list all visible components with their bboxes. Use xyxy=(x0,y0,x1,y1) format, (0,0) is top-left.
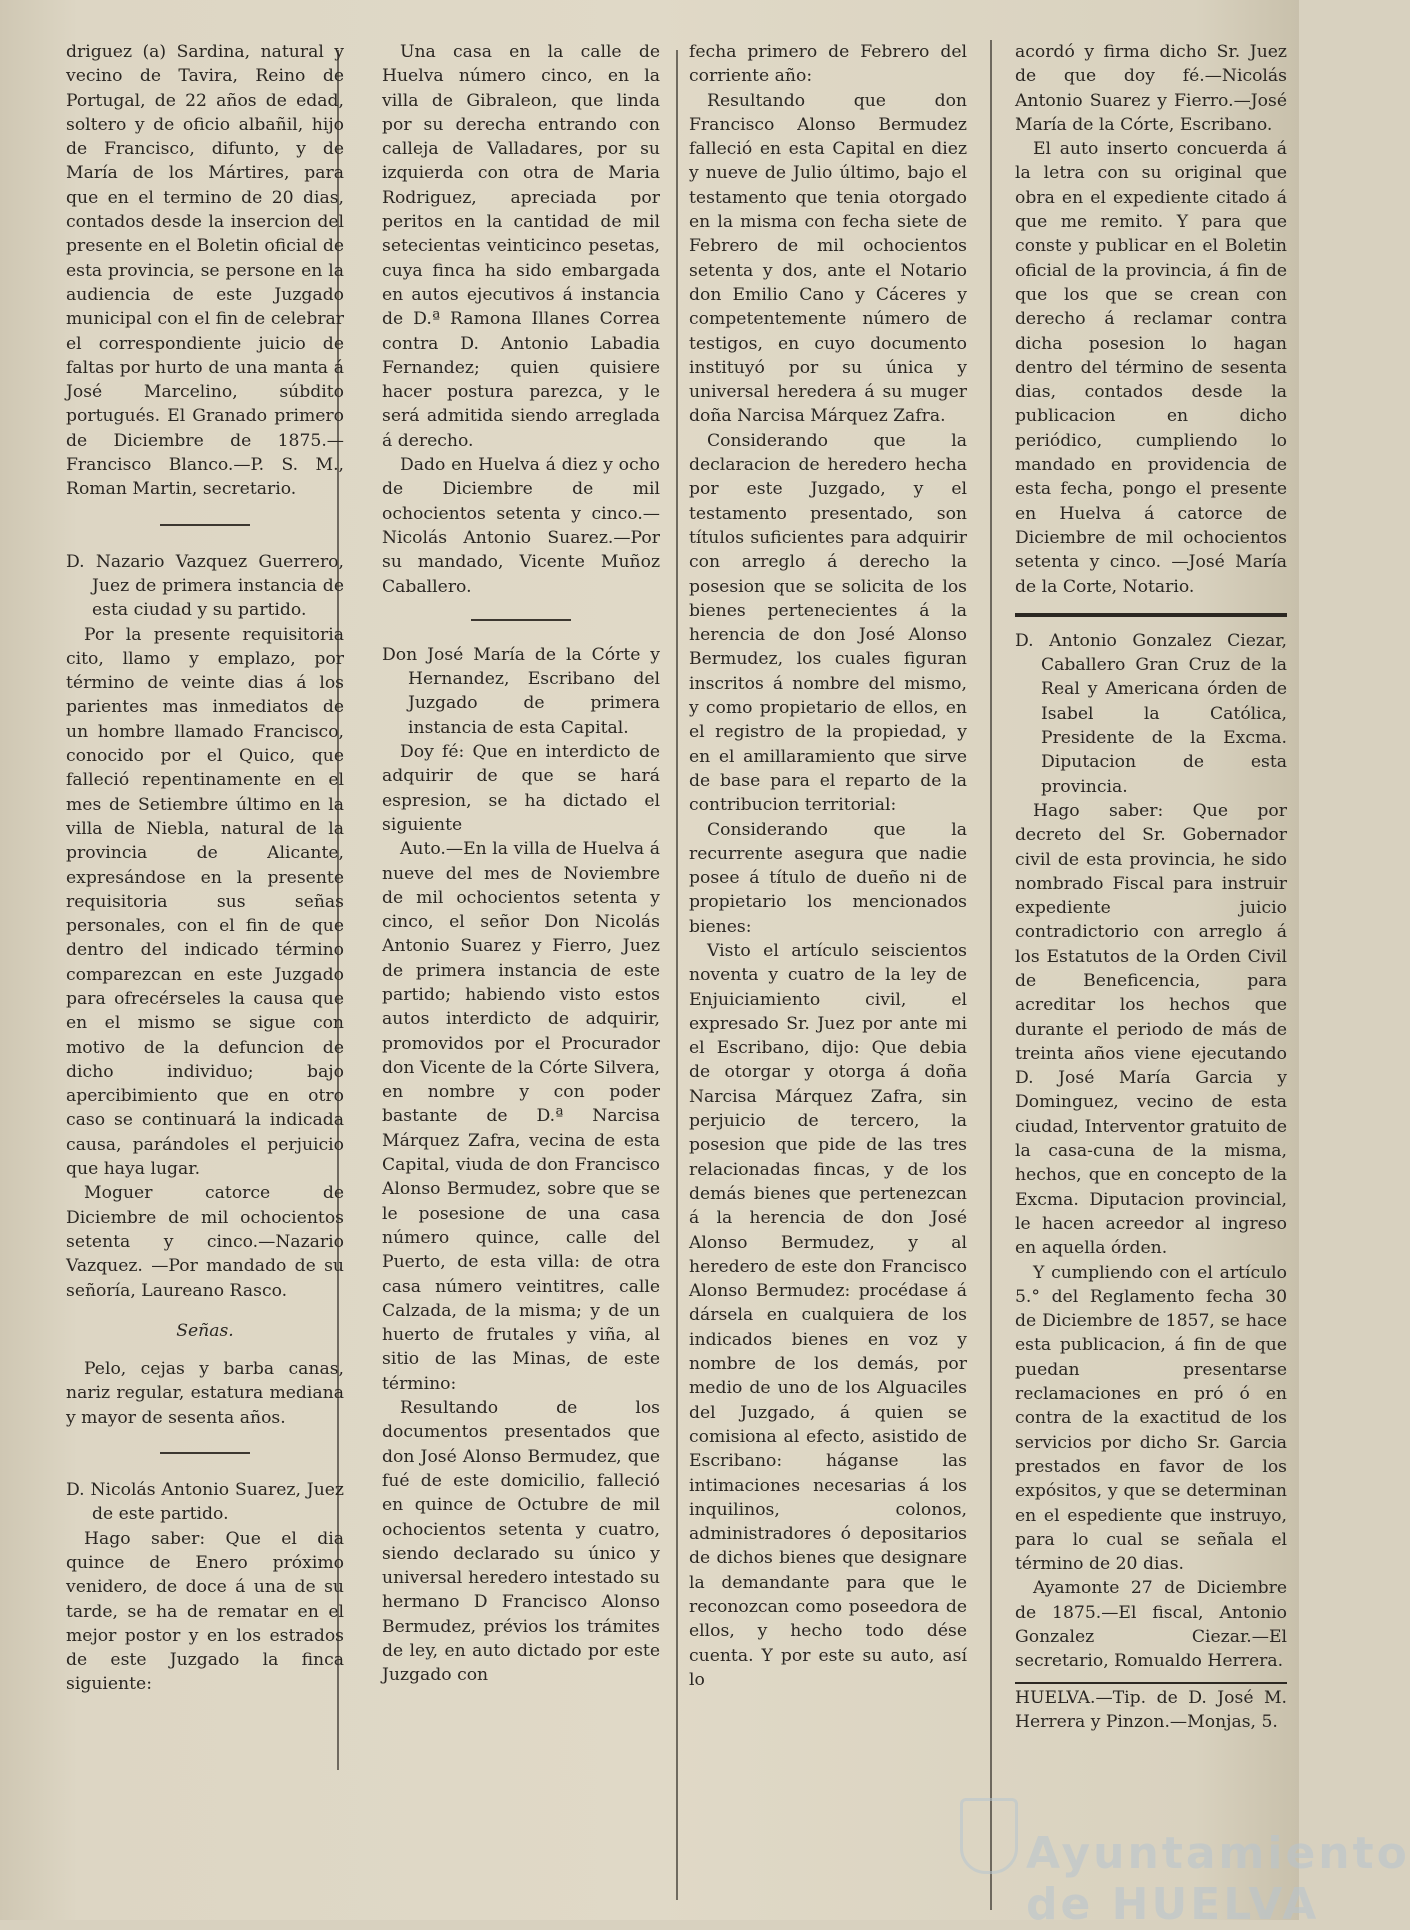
paragraph: Dado en Huelva á diez y ocho de Diciembre de mil ochocientos setenta y cinco.—Nicolás Antonio Suarez.—Por su mandado, Vicente Muñoz Caballero. xyxy=(382,455,660,597)
paragraph: Considerando que la declaracion de heredero hecha por este Juzgado, y el testamento presentado, son títulos suficientes para adquirir con arreglo á derecho la posesion que se solicita de los bienes pertenecientes á la herencia de don José Alonso Bermudez, los cuales figuran inscritos á nombre del mismo, y como propietario de ellos, en el registro de la propiedad, y en el amillaramiento que sirve de base para el reparto de la contribucion territorial: xyxy=(689,430,967,816)
column-4 xyxy=(1015,40,1287,1734)
edict-heading: Don José María de la Córte y Hernandez, Escribano del Juzgado de primera instancia de esta Capital. xyxy=(382,644,660,738)
paragraph: acordó y firma dicho Sr. Juez de que doy fé.—Nicolás Antonio Suarez y Fierro.—José María de la Córte, Escribano. xyxy=(1015,42,1287,135)
paragraph: El auto inserto concuerda á la letra con su original que obra en el expediente citado á que me remito. Y para que conste y publicar en el Boletin oficial de la provincia, á fin de que los que se crean con derecho á reclamar contra dicha posesion lo hagan dentro del término de sesenta dias, contados desde la publicacion en dicho periódico, cumpliendo lo mandado en providencia de esta fecha, pongo el presente en Huelva á catorce de Diciembre de mil ochocientos setenta y cinco. —José María de la Corte, Notario. xyxy=(1015,139,1287,597)
separator xyxy=(471,619,571,621)
paragraph: Doy fé: Que en interdicto de adquirir de que se hará espresion, se ha dictado el siguiente xyxy=(382,742,660,835)
paragraph: Considerando que la recurrente asegura que nadie posee á título de dueño ni de propietario los mencionados bienes: xyxy=(689,819,967,937)
printer-imprint: HUELVA.—Tip. de D. José M. Herrera y Pinzon.—Monjas, 5. xyxy=(1015,1682,1287,1735)
archive-watermark xyxy=(960,1790,1410,1930)
paragraph: Auto.—En la villa de Huelva á nueve del mes de Noviembre de mil ochocientos setenta y cinco, el señor Don Nicolás Antonio Suarez y Fierro, Juez de primera instancia de este partido; habiendo visto estos autos interdicto de adquirir, promovidos por el Procurador don Vicente de la Córte Silvera, en nombre y con poder bastante de D.ª Narcisa Márquez Zafra, vecina de esta Capital, viuda de don Francisco Alonso Bermudez, sobre que se le posesione de una casa número quince, calle del Puerto, de esta villa: de otra casa número veintitres, calle Calzada, de la misma; y de un huerto de frutales y viña, al sitio de las Minas, de este término: xyxy=(382,839,660,1394)
column-3 xyxy=(689,40,967,1692)
column-rule xyxy=(676,50,678,1900)
paragraph: Y cumpliendo con el artículo 5.° del Reglamento fecha 30 de Diciembre de 1857, se hace esta publicacion, á fin de que puedan presentarse reclamaciones en pró ó en contra de la exactitud de los servicios por dicho Sr. Garcia prestados en favor de los expósitos, y que se determinan en el espediente que instruyo, para lo cual se señala el término de 20 dias. xyxy=(1015,1262,1287,1575)
column-rule xyxy=(990,40,992,1910)
paragraph: Por la presente requisitoria cito, llamo y emplazo, por término de veinte dias á los parientes mas inmediatos de un hombre llamado Francisco, conocido por el Quico, que falleció repentinamente en el mes de Setiembre último en la villa de Niebla, natural de la provincia de Alicante, expresándose en la presente requisitoria sus señas personales, con el fin de que dentro del indicado término comparezcan en este Juzgado para ofrecérseles la causa que en el mismo se sigue con motivo de la defuncion de dicho individuo; bajo apercibimiento que en otro caso se continuará la indicada causa, parándoles el perjuicio que haya lugar. xyxy=(66,624,344,1180)
paragraph: Pelo, cejas y barba canas, nariz regular, estatura mediana y mayor de sesenta años. xyxy=(66,1359,344,1428)
paragraph: Resultando de los documentos presentados que don José Alonso Bermudez, que fué de este domicilio, falleció en quince de Octubre de mil ochocientos setenta y cuatro, siendo declarado su único y universal heredero intestado su hermano D Francisco Alonso Bermudez, prévios los trámites de ley, en auto dictado por este Juzgado con xyxy=(382,1398,660,1686)
column-2 xyxy=(382,40,660,1688)
edict-heading: D. Antonio Gonzalez Ciezar, Caballero Gran Cruz de la Real y Americana órden de Isabel la Católica, Presidente de la Excma. Diputacion de esta provincia. xyxy=(1015,630,1287,797)
separator xyxy=(160,1452,250,1454)
edict-heading: D. Nazario Vazquez Guerrero, Juez de primera instancia de esta ciudad y su partido. xyxy=(66,551,344,621)
paragraph: Ayamonte 27 de Diciembre de 1875.—El fiscal, Antonio Gonzalez Ciezar.—El secretario, Romualdo Herrera. xyxy=(1015,1578,1287,1672)
edict-heading: D. Nicolás Antonio Suarez, Juez de este partido. xyxy=(66,1480,344,1525)
coat-of-arms-icon xyxy=(960,1798,1018,1874)
watermark-text: Ayuntamiento de HUELVA xyxy=(1026,1828,1410,1930)
separator xyxy=(160,524,250,526)
paragraph: Hago saber: Que por decreto del Sr. Gobernador civil de esta provincia, he sido nombrado Fiscal para instruir expediente juicio contradictorio con arreglo á los Estatutos de la Orden Civil de Beneficencia, para acreditar los hechos que durante el periodo de más de treinta años viene ejecutando D. José María Garcia y Dominguez, vecino de esta ciudad, Interventor gratuito de la casa-cuna de la misma, hechos, que en concepto de la Excma. Diputacion provincial, le hacen acreedor al ingreso en aquella órden. xyxy=(1015,800,1287,1259)
paragraph: driguez (a) Sardina, natural y vecino de Tavira, Reino de Portugal, de 22 años de edad, soltero y de oficio albañil, hijo de Francisco, difunto, y de María de los Mártires, para que en el termino de 20 dias, contados desde la insercion del presente en el Boletin oficial de esta provincia, se persone en la audiencia de este Juzgado municipal con el fin de celebrar el correspondiente juicio de faltas por hurto de una manta á José Marcelino, súbdito portugués. El Granado primero de Diciembre de 1875.—Francisco Blanco.—P. S. M., Roman Martin, secretario. xyxy=(66,42,344,500)
thick-rule xyxy=(1015,613,1287,617)
paragraph: Hago saber: Que el dia quince de Enero próximo venidero, de doce á una de su tarde, se ha de rematar en el mejor postor y en los estrados de este Juzgado la finca siguiente: xyxy=(66,1528,344,1695)
paragraph: Visto el artículo seiscientos noventa y cuatro de la ley de Enjuiciamiento civil, el expresado Sr. Juez por ante mi el Escribano, dijo: Que debia de otorgar y otorga á doña Narcisa Márquez Zafra, sin perjuicio de tercero, la posesion que pide de las tres relacionadas fincas, y de los demás bienes que pertenezcan á la herencia de don José Alonso Bermudez, y al heredero de este don Francisco Alonso Bermudez: procédase á dársela en cualquiera de los indicados bienes en voz y nombre de los demás, por medio de uno de los Alguaciles del Juzgado, á quien se comisiona al efecto, asistido de Escribano: háganse las intimaciones necesarias á los inquilinos, colonos, administradores ó depositarios de dichos bienes que designare la demandante para que le reconozcan como poseedora de ellos, y hecho todo dése cuenta. Y por este su auto, así lo xyxy=(689,940,967,1690)
paragraph: fecha primero de Febrero del corriente año: xyxy=(689,42,967,87)
paragraph: Una casa en la calle de Huelva número cinco, en la villa de Gibraleon, que linda por su derecha entrando con calleja de Valladares, por su izquierda con otra de Maria Rodriguez, apreciada por peritos en la cantidad de mil setecientas veinticinco pesetas, cuya finca ha sido embargada en autos ejecutivos á instancia de D.ª Ramona Illanes Correa contra D. Antonio Labadia Fernandez; quien quisiere hacer postura parezca, y le será admitida siendo arreglada á derecho. xyxy=(382,42,660,451)
paragraph: Resultando que don Francisco Alonso Bermudez falleció en esta Capital en diez y nueve de Julio último, bajo el testamento que tenia otorgado en la misma con fecha siete de Febrero de mil ochocientos setenta y dos, ante el Notario don Emilio Cano y Cáceres y competentemente número de testigos, en cuyo documento instituyó por su única y universal heredera á su muger doña Narcisa Márquez Zafra. xyxy=(689,90,967,427)
paragraph: Moguer catorce de Diciembre de mil ochocientos setenta y cinco.—Nazario Vazquez. —Por mandado de su señoría, Laureano Rasco. xyxy=(66,1183,344,1301)
column-1 xyxy=(66,40,344,1697)
section-title: Señas. xyxy=(176,1320,234,1341)
